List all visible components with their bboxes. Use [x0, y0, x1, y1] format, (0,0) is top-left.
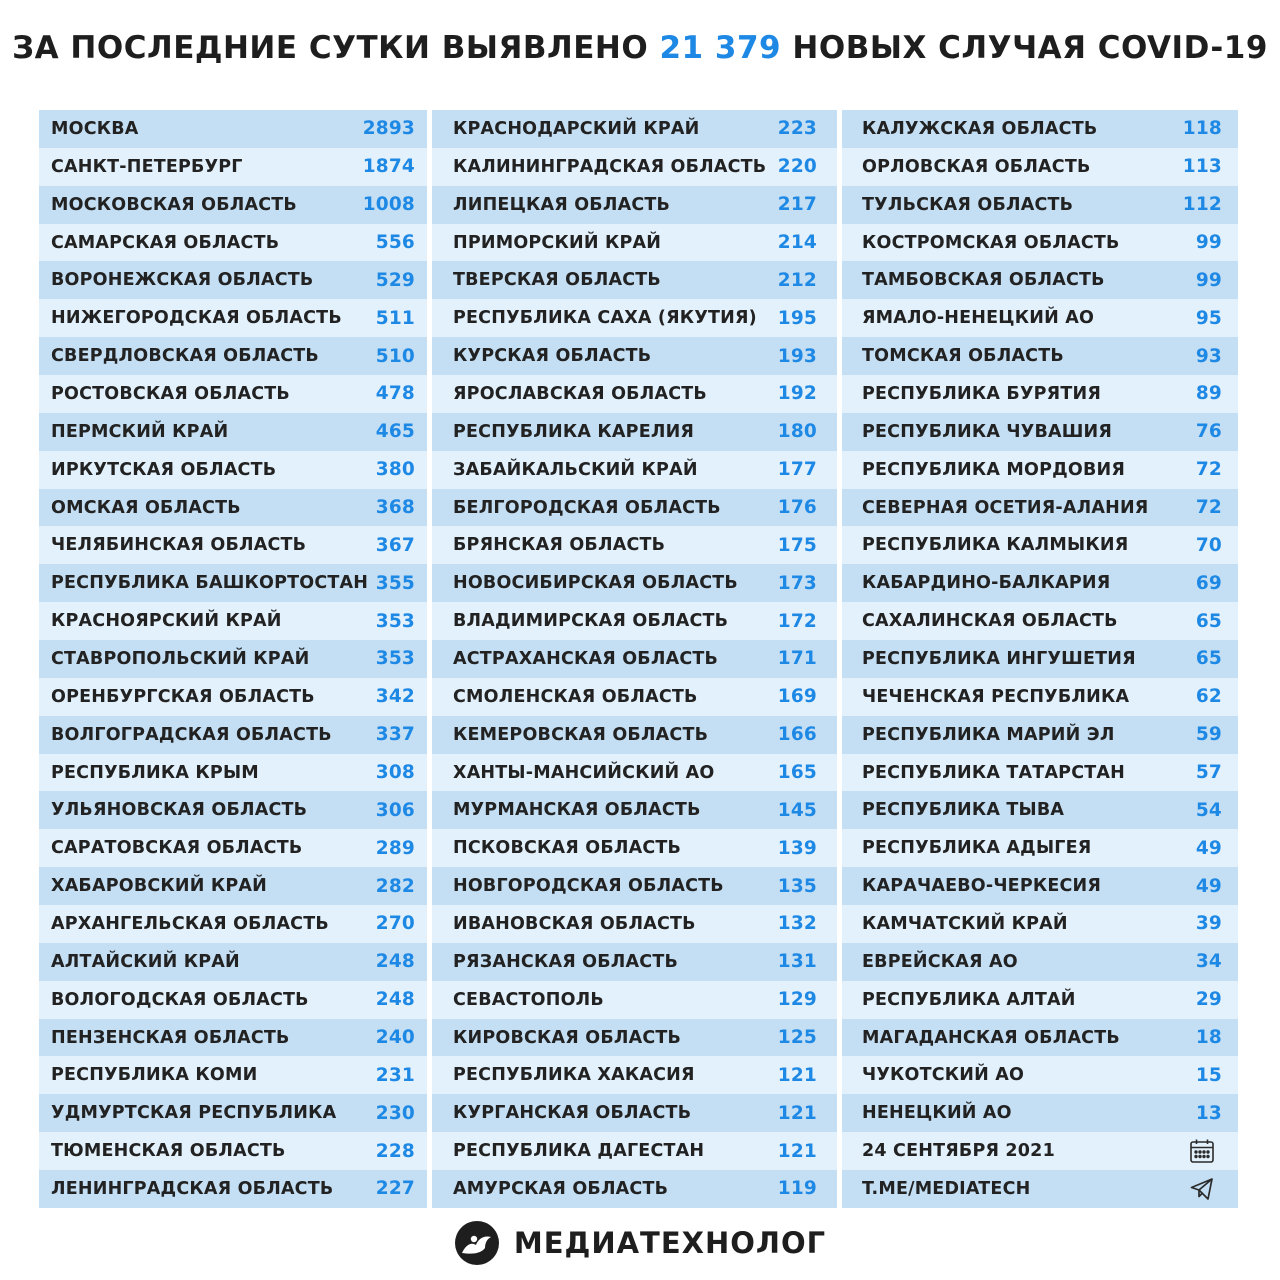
case-count: 59 [1195, 724, 1222, 746]
case-count: 118 [1182, 118, 1222, 140]
case-count: 119 [777, 1178, 817, 1200]
region-name: РЕСПУБЛИКА МАРИЙ ЭЛ [862, 724, 1115, 745]
region-name: РЕСПУБЛИКА ДАГЕСТАН [453, 1141, 705, 1162]
region-name: ПЕРМСКИЙ КРАЙ [51, 421, 229, 442]
region-name: СЕВЕРНАЯ ОСЕТИЯ-АЛАНИЯ [862, 497, 1149, 518]
case-count: 135 [777, 875, 817, 897]
case-count: 166 [777, 724, 817, 746]
table-row [842, 375, 1238, 413]
case-count: 76 [1195, 421, 1222, 443]
table-row [842, 337, 1238, 375]
case-count: 353 [375, 610, 415, 632]
case-count: 227 [375, 1178, 415, 1200]
region-name: ЗАБАЙКАЛЬСКИЙ КРАЙ [453, 459, 698, 480]
region-name: РЯЗАНСКАЯ ОБЛАСТЬ [453, 951, 678, 972]
region-name: КИРОВСКАЯ ОБЛАСТЬ [453, 1027, 682, 1048]
case-count: 230 [375, 1102, 415, 1124]
table-row [432, 451, 837, 489]
table-row [39, 1132, 427, 1170]
region-name: РЕСПУБЛИКА ТЫВА [862, 800, 1065, 821]
region-name: ЛИПЕЦКАЯ ОБЛАСТЬ [453, 194, 671, 215]
region-name: УЛЬЯНОВСКАЯ ОБЛАСТЬ [51, 800, 308, 821]
calendar-icon [1188, 1137, 1216, 1165]
case-count: 511 [375, 307, 415, 329]
region-name: ТУЛЬСКАЯ ОБЛАСТЬ [862, 194, 1074, 215]
region-name: НИЖЕГОРОДСКАЯ ОБЛАСТЬ [51, 308, 342, 329]
region-name: ТАМБОВСКАЯ ОБЛАСТЬ [862, 270, 1105, 291]
case-count: 69 [1195, 572, 1222, 594]
case-count: 308 [375, 762, 415, 784]
region-name: РЕСПУБЛИКА КРЫМ [51, 762, 259, 783]
region-name: КУРГАНСКАЯ ОБЛАСТЬ [453, 1103, 692, 1124]
region-name: РОСТОВСКАЯ ОБЛАСТЬ [51, 383, 290, 404]
table-row [432, 148, 837, 186]
table-row [39, 564, 427, 602]
region-name: САМАРСКАЯ ОБЛАСТЬ [51, 232, 280, 253]
case-count: 270 [375, 913, 415, 935]
table-row [842, 791, 1238, 829]
region-name: КАЛУЖСКАЯ ОБЛАСТЬ [862, 118, 1098, 139]
region-name: ИРКУТСКАЯ ОБЛАСТЬ [51, 459, 277, 480]
region-name: МОСКВА [51, 118, 139, 139]
case-count: 171 [777, 648, 817, 670]
case-count: 169 [777, 686, 817, 708]
region-column-2 [432, 110, 837, 1208]
region-name: НОВГОРОДСКАЯ ОБЛАСТЬ [453, 876, 724, 897]
table-row [39, 981, 427, 1019]
report-date: 24 СЕНТЯБРЯ 2021 [862, 1141, 1055, 1162]
table-row [432, 678, 837, 716]
case-count: 89 [1195, 383, 1222, 405]
region-name: БРЯНСКАЯ ОБЛАСТЬ [453, 535, 666, 556]
region-name: РЕСПУБЛИКА КОМИ [51, 1065, 258, 1086]
table-row [842, 829, 1238, 867]
region-name: ТОМСКАЯ ОБЛАСТЬ [862, 346, 1064, 367]
region-name: АСТРАХАНСКАЯ ОБЛАСТЬ [453, 648, 719, 669]
table-row [432, 1019, 837, 1057]
region-name: САНКТ-ПЕТЕРБУРГ [51, 156, 243, 177]
region-name: УДМУРТСКАЯ РЕСПУБЛИКА [51, 1103, 337, 1124]
region-name: ТВЕРСКАЯ ОБЛАСТЬ [453, 270, 661, 291]
table-row [432, 1132, 837, 1170]
case-count: 282 [375, 875, 415, 897]
table-row [842, 564, 1238, 602]
case-count: 510 [375, 345, 415, 367]
region-name: РЕСПУБЛИКА БАШКОРТОСТАН [51, 573, 369, 594]
table-row [432, 640, 837, 678]
table-row [842, 1094, 1238, 1132]
table-row [39, 451, 427, 489]
region-name: РЕСПУБЛИКА БУРЯТИЯ [862, 383, 1102, 404]
table-row [842, 299, 1238, 337]
case-count: 193 [777, 345, 817, 367]
case-count: 165 [777, 762, 817, 784]
table-row [39, 337, 427, 375]
table-row [842, 526, 1238, 564]
table-row [39, 716, 427, 754]
region-name: РЕСПУБЛИКА САХА (ЯКУТИЯ) [453, 308, 757, 329]
table-row [432, 261, 837, 299]
case-count: 176 [777, 497, 817, 519]
headline-prefix: ЗА ПОСЛЕДНИЕ СУТКИ ВЫЯВЛЕНО [12, 30, 660, 66]
case-count: 54 [1195, 799, 1222, 821]
case-count: 195 [777, 307, 817, 329]
case-count: 353 [375, 648, 415, 670]
case-count: 217 [777, 194, 817, 216]
case-count: 49 [1195, 875, 1222, 897]
region-name: ЧУКОТСКИЙ АО [862, 1065, 1025, 1086]
region-name: РЕСПУБЛИКА ХАКАСИЯ [453, 1065, 695, 1086]
case-count: 173 [777, 572, 817, 594]
table-row [432, 602, 837, 640]
region-name: ХАНТЫ-МАНСИЙСКИЙ АО [453, 762, 715, 783]
case-count: 355 [375, 572, 415, 594]
region-name: РЕСПУБЛИКА ИНГУШЕТИЯ [862, 648, 1136, 669]
table-row [842, 224, 1238, 262]
channel-link[interactable]: T.ME/MEDIATECH [862, 1178, 1031, 1199]
case-count: 380 [375, 459, 415, 481]
case-count: 65 [1195, 648, 1222, 670]
case-count: 556 [375, 232, 415, 253]
table-row [39, 829, 427, 867]
case-count: 231 [375, 1064, 415, 1086]
case-count: 342 [375, 686, 415, 708]
region-name: ВОРОНЕЖСКАЯ ОБЛАСТЬ [51, 270, 314, 291]
case-count: 337 [375, 724, 415, 746]
table-row [39, 299, 427, 337]
table-row [39, 1170, 427, 1208]
table-row [432, 299, 837, 337]
case-count: 289 [375, 837, 415, 859]
table-row [432, 1170, 837, 1208]
table-row [842, 1019, 1238, 1057]
brand-name: МЕДИАТЕХНОЛОГ [513, 1226, 827, 1260]
table-row [842, 754, 1238, 792]
table-row [842, 640, 1238, 678]
case-count: 121 [777, 1064, 817, 1086]
case-count: 368 [375, 497, 415, 519]
case-count: 220 [777, 156, 817, 178]
region-name: СВЕРДЛОВСКАЯ ОБЛАСТЬ [51, 346, 319, 367]
footer-brand [0, 1215, 1280, 1271]
table-row [39, 602, 427, 640]
region-name: ЛЕНИНГРАДСКАЯ ОБЛАСТЬ [51, 1178, 334, 1199]
table-row [842, 489, 1238, 527]
table-row [432, 867, 837, 905]
table-row [39, 375, 427, 413]
table-row [39, 186, 427, 224]
case-count: 125 [777, 1027, 817, 1049]
region-name: МАГАДАНСКАЯ ОБЛАСТЬ [862, 1027, 1120, 1048]
region-name: САРАТОВСКАЯ ОБЛАСТЬ [51, 838, 303, 859]
table-row [432, 186, 837, 224]
table-row [39, 943, 427, 981]
table-row [842, 1056, 1238, 1094]
region-name: ЕВРЕЙСКАЯ АО [862, 951, 1018, 972]
table-row [432, 905, 837, 943]
case-count: 172 [777, 610, 817, 632]
region-name: РЕСПУБЛИКА АДЫГЕЯ [862, 838, 1092, 859]
case-count: 240 [375, 1027, 415, 1049]
table-row [842, 678, 1238, 716]
case-count: 212 [777, 269, 817, 291]
case-count: 192 [777, 383, 817, 405]
region-name: ЯРОСЛАВСКАЯ ОБЛАСТЬ [453, 383, 707, 404]
table-row [39, 754, 427, 792]
table-row [432, 564, 837, 602]
region-name: ХАБАРОВСКИЙ КРАЙ [51, 876, 268, 897]
table-row [39, 261, 427, 299]
region-name: ВОЛГОГРАДСКАЯ ОБЛАСТЬ [51, 724, 332, 745]
table-row [432, 526, 837, 564]
table-row [39, 148, 427, 186]
table-row [432, 337, 837, 375]
case-count: 248 [375, 989, 415, 1011]
case-count: 1874 [362, 156, 415, 178]
table-row [842, 716, 1238, 754]
region-name: КРАСНОЯРСКИЙ КРАЙ [51, 611, 282, 632]
table-row [842, 905, 1238, 943]
region-name: ЧЕЛЯБИНСКАЯ ОБЛАСТЬ [51, 535, 307, 556]
table-row [842, 943, 1238, 981]
case-count: 180 [777, 421, 817, 443]
region-name: КРАСНОДАРСКИЙ КРАЙ [453, 118, 700, 139]
case-count: 223 [777, 118, 817, 140]
case-count: 34 [1195, 951, 1222, 973]
case-count: 177 [777, 459, 817, 481]
region-name: СТАВРОПОЛЬСКИЙ КРАЙ [51, 648, 310, 669]
table-row [432, 1056, 837, 1094]
case-count: 57 [1195, 762, 1222, 784]
region-name: АРХАНГЕЛЬСКАЯ ОБЛАСТЬ [51, 913, 329, 934]
table-row [432, 754, 837, 792]
case-count: 70 [1195, 534, 1222, 556]
case-count: 248 [375, 951, 415, 973]
table-row [39, 678, 427, 716]
table-row [842, 602, 1238, 640]
region-name: ОРЛОВСКАЯ ОБЛАСТЬ [862, 156, 1091, 177]
case-count: 95 [1195, 307, 1222, 329]
table-row [432, 224, 837, 262]
table-row [432, 489, 837, 527]
region-name: ИВАНОВСКАЯ ОБЛАСТЬ [453, 913, 696, 934]
table-row [39, 640, 427, 678]
case-count: 99 [1195, 269, 1222, 291]
region-name: МУРМАНСКАЯ ОБЛАСТЬ [453, 800, 701, 821]
table-row [432, 829, 837, 867]
table-row [842, 981, 1238, 1019]
case-count: 72 [1195, 497, 1222, 519]
region-name: РЕСПУБЛИКА ТАТАРСТАН [862, 762, 1125, 783]
region-name: АМУРСКАЯ ОБЛАСТЬ [453, 1178, 669, 1199]
case-count: 62 [1195, 686, 1222, 708]
region-name: ТЮМЕНСКАЯ ОБЛАСТЬ [51, 1141, 286, 1162]
case-count: 121 [777, 1102, 817, 1124]
case-count: 65 [1195, 610, 1222, 632]
case-count: 367 [375, 534, 415, 556]
region-name: КОСТРОМСКАЯ ОБЛАСТЬ [862, 232, 1120, 253]
region-name: ОРЕНБУРГСКАЯ ОБЛАСТЬ [51, 686, 315, 707]
region-name: РЕСПУБЛИКА КАЛМЫКИЯ [862, 535, 1129, 556]
region-column-1 [39, 110, 427, 1208]
case-count: 214 [777, 232, 817, 253]
table-row [842, 413, 1238, 451]
region-name: ЧЕЧЕНСКАЯ РЕСПУБЛИКА [862, 686, 1130, 707]
case-count: 465 [375, 421, 415, 443]
case-count: 121 [777, 1140, 817, 1162]
region-name: МОСКОВСКАЯ ОБЛАСТЬ [51, 194, 297, 215]
case-count: 478 [375, 383, 415, 405]
region-name: НОВОСИБИРСКАЯ ОБЛАСТЬ [453, 573, 738, 594]
table-row [432, 981, 837, 1019]
region-name: КАЛИНИНГРАДСКАЯ ОБЛАСТЬ [453, 156, 767, 177]
table-row [39, 526, 427, 564]
case-count: 113 [1182, 156, 1222, 178]
case-count: 1008 [362, 194, 415, 216]
region-name: НЕНЕЦКИЙ АО [862, 1103, 1012, 1124]
region-name: КУРСКАЯ ОБЛАСТЬ [453, 346, 652, 367]
case-count: 131 [777, 951, 817, 973]
region-name: КЕМЕРОВСКАЯ ОБЛАСТЬ [453, 724, 709, 745]
case-count: 529 [375, 269, 415, 291]
table-row [432, 716, 837, 754]
telegram-icon[interactable] [1188, 1175, 1216, 1203]
table-row [432, 1094, 837, 1132]
table-row [39, 224, 427, 262]
case-count: 49 [1195, 837, 1222, 859]
region-name: ВЛАДИМИРСКАЯ ОБЛАСТЬ [453, 611, 729, 632]
case-count: 99 [1195, 232, 1222, 253]
table-row [842, 261, 1238, 299]
table-row [39, 1019, 427, 1057]
table-row [842, 148, 1238, 186]
case-count: 2893 [362, 118, 415, 140]
region-name: ОМСКАЯ ОБЛАСТЬ [51, 497, 241, 518]
case-count: 228 [375, 1140, 415, 1162]
region-name: ПСКОВСКАЯ ОБЛАСТЬ [453, 838, 682, 859]
table-row [432, 413, 837, 451]
table-row [842, 186, 1238, 224]
headline-total-cases: 21 379 [659, 30, 782, 66]
table-row [842, 110, 1238, 148]
case-count: 139 [777, 837, 817, 859]
case-count: 145 [777, 799, 817, 821]
mediatechnolog-logo-icon [454, 1220, 500, 1266]
region-name: РЕСПУБЛИКА МОРДОВИЯ [862, 459, 1126, 480]
headline-suffix: НОВЫХ СЛУЧАЯ COVID-19 [781, 30, 1268, 66]
case-count: 39 [1195, 913, 1222, 935]
region-name: КАМЧАТСКИЙ КРАЙ [862, 913, 1068, 934]
case-count: 306 [375, 799, 415, 821]
region-column-3 [842, 110, 1238, 1208]
table-row [432, 943, 837, 981]
table-row [432, 375, 837, 413]
region-name: САХАЛИНСКАЯ ОБЛАСТЬ [862, 611, 1118, 632]
region-name: КАРАЧАЕВО-ЧЕРКЕСИЯ [862, 876, 1102, 897]
date-row [842, 1132, 1238, 1170]
table-row [39, 867, 427, 905]
region-name: РЕСПУБЛИКА КАРЕЛИЯ [453, 421, 695, 442]
table-row [432, 791, 837, 829]
region-name: СМОЛЕНСКАЯ ОБЛАСТЬ [453, 686, 698, 707]
case-count: 175 [777, 534, 817, 556]
table-row [432, 110, 837, 148]
region-name: ЯМАЛО-НЕНЕЦКИЙ АО [862, 308, 1095, 329]
table-row [39, 905, 427, 943]
region-name: ПЕНЗЕНСКАЯ ОБЛАСТЬ [51, 1027, 290, 1048]
region-name: БЕЛГОРОДСКАЯ ОБЛАСТЬ [453, 497, 721, 518]
table-row [39, 413, 427, 451]
case-count: 18 [1195, 1027, 1222, 1049]
region-name: ПРИМОРСКИЙ КРАЙ [453, 232, 662, 253]
case-count: 29 [1195, 989, 1222, 1011]
region-name: РЕСПУБЛИКА АЛТАЙ [862, 989, 1076, 1010]
channel-row[interactable] [842, 1170, 1238, 1208]
table-row [39, 110, 427, 148]
case-count: 15 [1195, 1064, 1222, 1086]
table-row [39, 1056, 427, 1094]
table-row [842, 451, 1238, 489]
table-row [842, 867, 1238, 905]
region-name: АЛТАЙСКИЙ КРАЙ [51, 951, 240, 972]
case-count: 112 [1182, 194, 1222, 216]
table-row [39, 791, 427, 829]
table-row [39, 489, 427, 527]
region-name: ВОЛОГОДСКАЯ ОБЛАСТЬ [51, 989, 309, 1010]
case-count: 132 [777, 913, 817, 935]
region-name: РЕСПУБЛИКА ЧУВАШИЯ [862, 421, 1113, 442]
table-row [39, 1094, 427, 1132]
region-name: КАБАРДИНО-БАЛКАРИЯ [862, 573, 1111, 594]
region-name: СЕВАСТОПОЛЬ [453, 989, 604, 1010]
case-count: 129 [777, 989, 817, 1011]
case-count: 72 [1195, 459, 1222, 481]
case-count: 93 [1195, 345, 1222, 367]
case-count: 13 [1195, 1102, 1222, 1124]
page-title [0, 30, 1280, 66]
